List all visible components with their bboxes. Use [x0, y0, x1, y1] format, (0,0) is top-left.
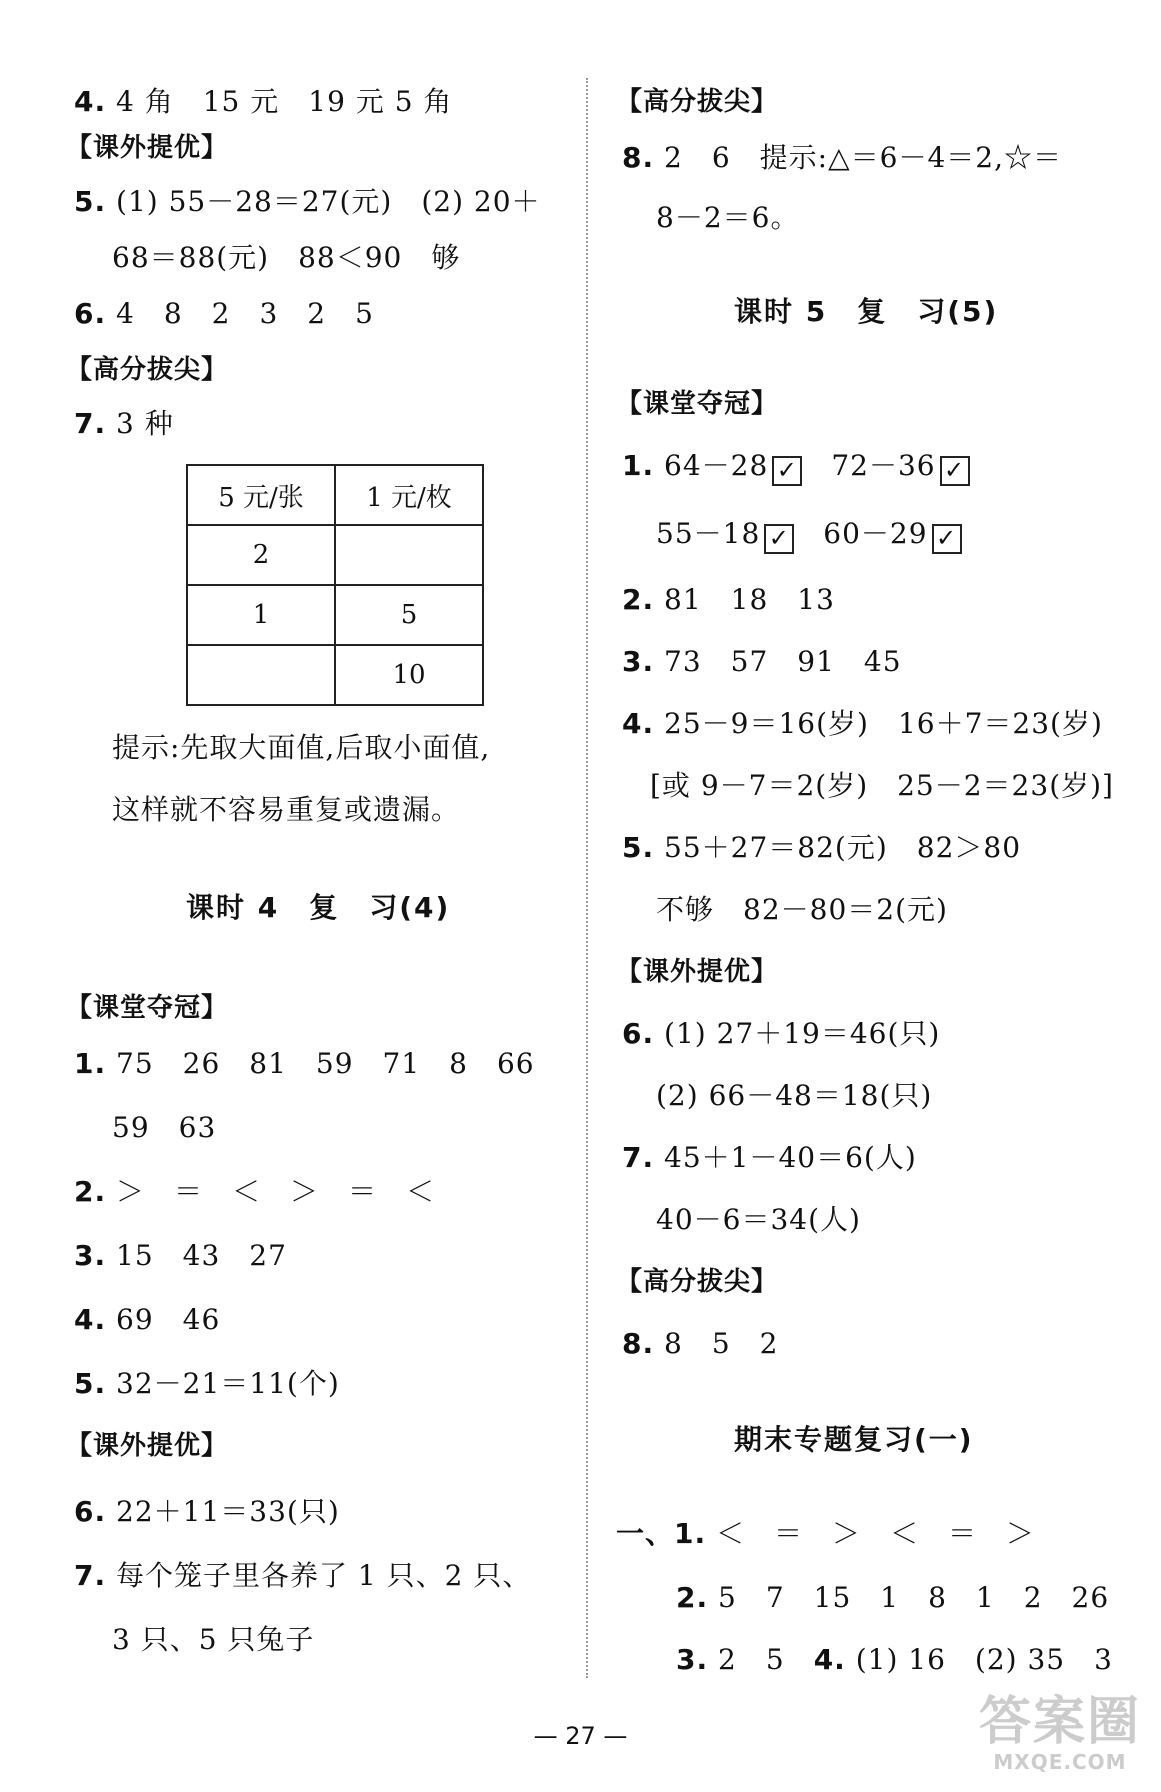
- answer-6b: 6. 22＋11＝33(只): [74, 1495, 340, 1528]
- answer-r6-cont: (2) 66－48＝18(只): [656, 1079, 933, 1112]
- answer-6: 6. 4 8 2 3 2 5: [74, 297, 374, 330]
- answer-r2: 2. 81 18 13: [622, 583, 835, 616]
- table-row: [187, 645, 483, 705]
- check-icon: ✓: [940, 456, 970, 486]
- answer-r6: 6. (1) 27＋19＝46(只): [622, 1017, 941, 1050]
- answer-7: 7. 3 种: [74, 407, 174, 440]
- answer-final-1: 一、1. ＜ ＝ ＞ ＜ ＝ ＞: [616, 1517, 1036, 1550]
- hint-line-2: 这样就不容易重复或遗漏。: [112, 793, 461, 826]
- answer-r7: 7. 45＋1－40＝6(人): [622, 1141, 917, 1174]
- answer-r7-cont: 40－6＝34(人): [656, 1203, 861, 1236]
- answer-final-3: 3. 2 5 4. (1) 16 (2) 35 3: [676, 1643, 1113, 1676]
- section-heading-extra-r: 【课外提优】: [616, 957, 779, 987]
- section-heading-top-r2: 【高分拔尖】: [616, 1267, 779, 1297]
- watermark-logo: [979, 1694, 1141, 1774]
- answer-8: 8. 2 6 提示:△＝6－4＝2,☆＝: [622, 141, 1062, 174]
- answer-final-2: 2. 5 7 15 1 8 1 2 26: [676, 1581, 1110, 1614]
- section-heading-extra: 【课外提优】: [66, 133, 229, 163]
- answer-4: 4. 4 角 15 元 19 元 5 角: [74, 85, 453, 118]
- answer-r1: 1. 64－28 ✓ 72－36 ✓: [622, 448, 970, 486]
- answer-5: 5. (1) 55－28＝27(元) (2) 20＋: [74, 185, 541, 218]
- lesson-4-title: 课时 4 复 习(4): [186, 891, 451, 924]
- answer-4b: 4. 69 46: [74, 1303, 221, 1336]
- table-cell: 1: [187, 585, 335, 645]
- section-heading-class-r: 【课堂夺冠】: [616, 389, 779, 419]
- table-header-row: [187, 465, 483, 525]
- table-row: [187, 585, 483, 645]
- answer-8-cont: 8－2＝6。: [656, 201, 800, 234]
- answer-3: 3. 15 43 27: [74, 1239, 287, 1272]
- section-heading-class: 【课堂夺冠】: [66, 993, 229, 1023]
- answer-r3: 3. 73 57 91 45: [622, 645, 902, 678]
- table-cell: 5: [335, 585, 483, 645]
- table-cell: [335, 525, 483, 585]
- hint-line-1: 提示:先取大面值,后取小面值,: [112, 731, 491, 764]
- table-header: 5 元/张: [187, 465, 335, 525]
- answer-r4: 4. 25－9＝16(岁) 16＋7＝23(岁): [622, 707, 1103, 740]
- answer-2: 2. ＞ ＝ ＜ ＞ ＝ ＜: [74, 1175, 436, 1208]
- final-review-title: 期末专题复习(一): [734, 1423, 974, 1456]
- answer-r5-cont: 不够 82－80＝2(元): [656, 893, 948, 926]
- answer-1-cont: 59 63: [112, 1111, 217, 1144]
- answer-r5: 5. 55＋27＝82(元) 82＞80: [622, 831, 1022, 864]
- check-icon: ✓: [772, 456, 802, 486]
- answer-5-cont: 68＝88(元) 88＜90 够: [112, 241, 461, 274]
- table-header: 1 元/枚: [335, 465, 483, 525]
- answer-7b-cont: 3 只、5 只兔子: [112, 1623, 315, 1656]
- table-row: [187, 525, 483, 585]
- watermark-url: MXQE.COM: [993, 1750, 1127, 1774]
- answer-5b: 5. 32－21＝11(个): [74, 1367, 340, 1400]
- watermark-text: 答案圈: [978, 1692, 1141, 1752]
- table-cell: 10: [335, 645, 483, 705]
- table-cell: [187, 645, 335, 705]
- section-heading-top-r: 【高分拔尖】: [616, 87, 779, 117]
- money-table: [186, 464, 484, 706]
- answer-r4-cont: [或 9－7＝2(岁) 25－2＝23(岁)]: [650, 769, 1114, 802]
- table-cell: 2: [187, 525, 335, 585]
- section-heading-extra-2: 【课外提优】: [66, 1431, 229, 1461]
- column-divider: [586, 78, 588, 1678]
- answer-r8: 8. 8 5 2: [622, 1327, 779, 1360]
- answer-7b: 7. 每个笼子里各养了 1 只、2 只、: [74, 1559, 532, 1592]
- page-number: — 27 —: [533, 1722, 628, 1750]
- check-icon: ✓: [764, 524, 794, 554]
- lesson-5-title: 课时 5 复 习(5): [734, 295, 999, 328]
- answer-r1-cont: 55－18 ✓ 60－29 ✓: [656, 516, 962, 554]
- answer-1: 1. 75 26 81 59 71 8 66: [74, 1047, 535, 1080]
- check-icon: ✓: [932, 524, 962, 554]
- section-heading-top: 【高分拔尖】: [66, 355, 229, 385]
